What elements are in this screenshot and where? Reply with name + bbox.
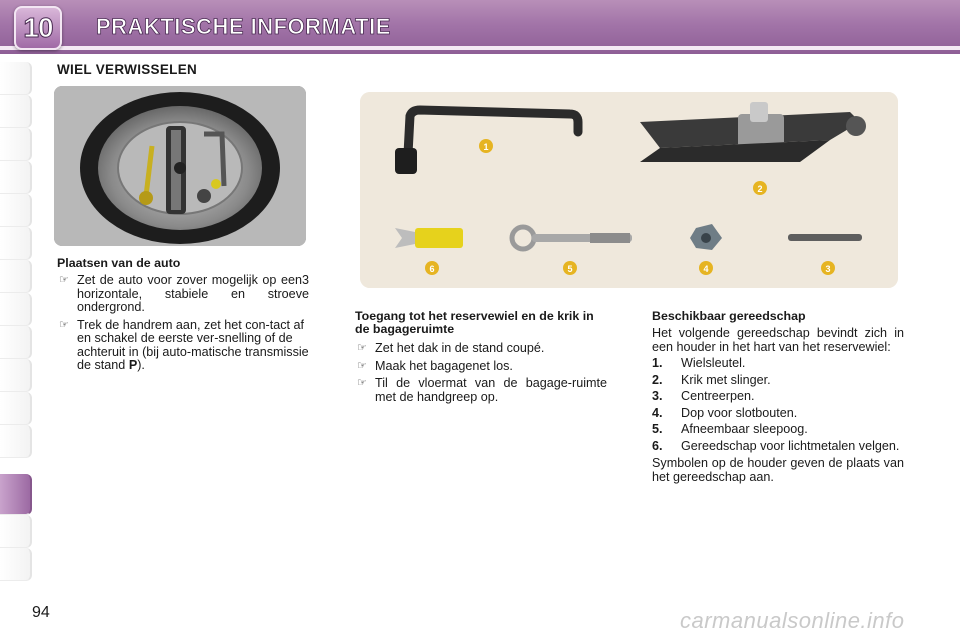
svg-text:3: 3 bbox=[825, 264, 831, 274]
chapter-tab-4[interactable] bbox=[0, 161, 32, 194]
centring-pin-icon bbox=[788, 234, 862, 241]
section-title: WIEL VERWISSELEN bbox=[57, 62, 198, 77]
pointing-finger-icon: ☞ bbox=[59, 274, 69, 286]
boot-access-heading: Toegang tot het reservewiel en de krik in de bagageruimte bbox=[355, 309, 594, 336]
chapter-title: PRAKTISCHE INFORMATIE bbox=[96, 14, 391, 39]
boot-access-block bbox=[355, 310, 607, 404]
bullet-end: ). bbox=[137, 358, 145, 372]
svg-text:2: 2 bbox=[757, 184, 763, 194]
item-text: Dop voor slotbouten. bbox=[681, 405, 798, 420]
item-number: 5. bbox=[652, 422, 663, 436]
bullet-text: Zet de auto voor zover mogelijk op een3 horizontale, stabiele en stroeve ondergrond. bbox=[77, 273, 309, 314]
chapter-tab-15[interactable] bbox=[0, 548, 32, 581]
chapter-tab-10[interactable] bbox=[0, 359, 32, 392]
alloy-wheel-tool-icon bbox=[395, 228, 463, 248]
spare-wheel-illustration bbox=[54, 86, 306, 246]
item-text: Afneembaar sleepoog. bbox=[681, 422, 808, 436]
chapter-tabs bbox=[0, 62, 34, 582]
item-number: 2. bbox=[652, 372, 663, 387]
page-number: 94 bbox=[32, 604, 50, 621]
bullet-text: Trek de handrem aan, zet het con-tact af en schakel de eerste ver-snelling of de achteruit in (bij auto-matische transmissie de stand bbox=[77, 317, 309, 372]
item-number: 4. bbox=[652, 405, 663, 420]
bullet-text: Zet het dak in de stand coupé. bbox=[375, 341, 545, 355]
svg-text:5: 5 bbox=[567, 264, 573, 274]
gear-position-p: P bbox=[128, 358, 138, 372]
list-item bbox=[57, 274, 309, 315]
vehicle-positioning-heading: Plaatsen van de auto bbox=[57, 256, 181, 270]
list-item bbox=[652, 407, 904, 421]
chapter-tab-6[interactable] bbox=[0, 227, 32, 260]
item-text: Centreerpen. bbox=[681, 389, 755, 403]
chapter-tab-12[interactable] bbox=[0, 425, 32, 458]
tool-label-2 bbox=[753, 181, 767, 195]
tools-intro: Het volgende gereedschap bevindt zich in een houder in het hart van het reservewiel: bbox=[652, 326, 904, 354]
svg-text:6: 6 bbox=[429, 264, 435, 274]
item-text: Wielsleutel. bbox=[681, 356, 746, 370]
chapter-tab-8[interactable] bbox=[0, 293, 32, 326]
list-item bbox=[652, 423, 904, 437]
pointing-finger-icon: ☞ bbox=[357, 377, 367, 389]
chapter-tab-14[interactable] bbox=[0, 515, 32, 548]
bullet-text: Maak het bagagenet los. bbox=[375, 358, 513, 373]
tool-label-5 bbox=[563, 261, 577, 275]
chapter-tab-5[interactable] bbox=[0, 194, 32, 227]
available-tools-heading: Beschikbaar gereedschap bbox=[652, 309, 806, 323]
chapter-number: 10 bbox=[23, 12, 53, 43]
list-item bbox=[652, 440, 904, 454]
chapter-tab-7[interactable] bbox=[0, 260, 32, 293]
svg-text:4: 4 bbox=[703, 264, 709, 274]
chapter-tab-3[interactable] bbox=[0, 128, 32, 161]
item-text: Krik met slinger. bbox=[681, 372, 771, 387]
list-item bbox=[355, 342, 607, 356]
vehicle-positioning-block bbox=[57, 257, 309, 373]
tools-outro: Symbolen op de houder geven de plaats van het gereedschap aan. bbox=[652, 456, 904, 484]
available-tools-block bbox=[652, 310, 904, 484]
pointing-finger-icon: ☞ bbox=[59, 318, 69, 331]
chapter-tab-9[interactable] bbox=[0, 326, 32, 359]
chapter-tab-1[interactable] bbox=[0, 62, 32, 95]
bullet-text: Til de vloermat van de bagage-ruimte met de handgreep op. bbox=[375, 376, 607, 404]
pointing-finger-icon: ☞ bbox=[357, 359, 367, 372]
item-text: Gereedschap voor lichtmetalen velgen. bbox=[681, 438, 900, 453]
tool-label-1 bbox=[479, 139, 493, 153]
tool-label-4 bbox=[699, 261, 713, 275]
list-item bbox=[355, 360, 607, 374]
item-number: 3. bbox=[652, 389, 663, 403]
watermark: carmanualsonline.info bbox=[680, 608, 905, 633]
list-item bbox=[57, 319, 309, 373]
tool-label-3 bbox=[821, 261, 835, 275]
chapter-tab-2[interactable] bbox=[0, 95, 32, 128]
list-item bbox=[652, 390, 904, 404]
chapter-badge bbox=[14, 6, 62, 50]
tool-label-6 bbox=[425, 261, 439, 275]
pointing-finger-icon: ☞ bbox=[357, 342, 367, 354]
tools-illustration bbox=[360, 92, 898, 288]
header-highlight-band bbox=[0, 46, 960, 50]
chapter-tab-11[interactable] bbox=[0, 392, 32, 425]
item-number: 6. bbox=[652, 438, 663, 453]
item-number: 1. bbox=[652, 356, 663, 370]
list-item bbox=[652, 374, 904, 388]
svg-text:1: 1 bbox=[483, 142, 489, 152]
tools-photo bbox=[360, 92, 898, 288]
spare-wheel-photo bbox=[54, 86, 306, 246]
list-item bbox=[652, 357, 904, 371]
list-item bbox=[355, 377, 607, 404]
chapter-tab-active[interactable] bbox=[0, 474, 32, 515]
